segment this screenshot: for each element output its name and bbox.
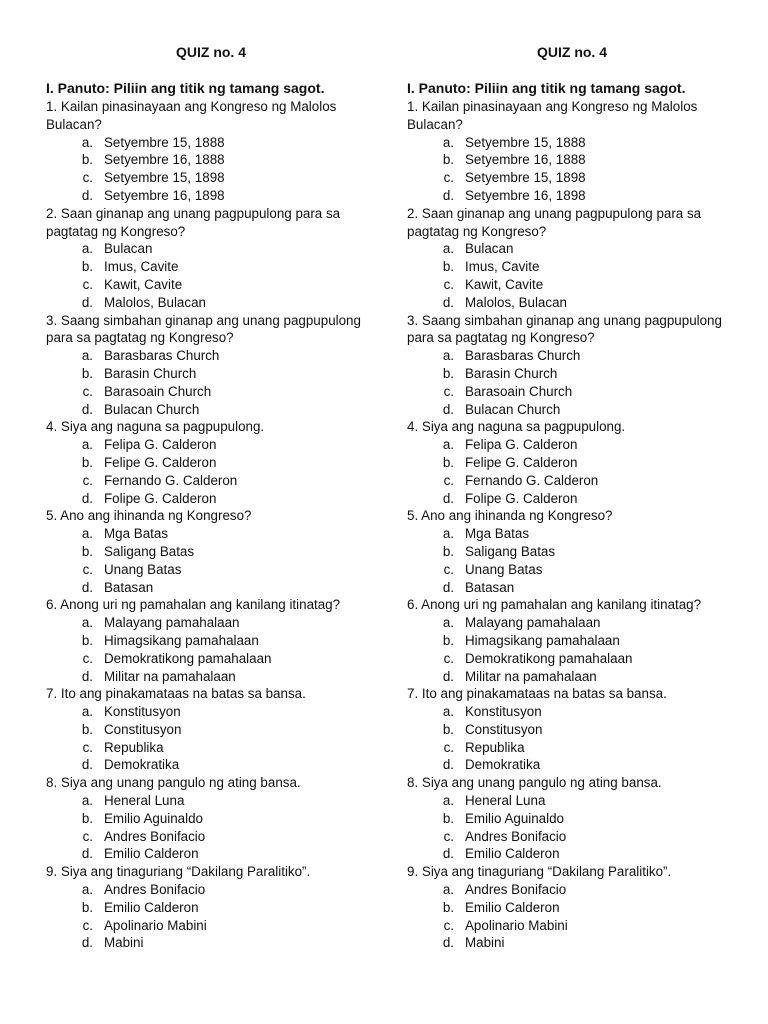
question-text: 1. Kailan pinasinayaan ang Kongreso ng Malolos Bulacan? (407, 99, 698, 132)
question-text: 7. Ito ang pinakamataas na batas sa bansa. (407, 686, 667, 702)
choice-letter: a. (442, 134, 454, 150)
choice-text: Republika (104, 739, 164, 755)
choice-text: Felipe G. Calderon (465, 454, 578, 470)
choice-letter: a. (442, 437, 454, 453)
quiz-column-right (407, 42, 737, 952)
question-block (46, 98, 376, 205)
choice-item (46, 347, 376, 365)
choice-item (46, 472, 376, 490)
choice-text: Apolinario Mabini (104, 917, 207, 933)
choice-letter: b. (81, 454, 93, 470)
choice-item (407, 276, 737, 294)
choice-item (407, 401, 737, 419)
choice-text: Andres Bonifacio (465, 882, 567, 898)
quiz-title: QUIZ no. 4 (537, 44, 607, 60)
choice-item (407, 543, 737, 561)
choice-letter: d. (442, 490, 454, 506)
choice-text: Setyembre 15, 1888 (104, 134, 225, 150)
choice-text: Demokratika (465, 757, 541, 773)
choice-item (46, 934, 376, 952)
choice-item (407, 258, 737, 276)
question-block (46, 685, 376, 774)
question-list (407, 98, 737, 952)
choice-letter: c. (82, 276, 93, 292)
choice-letter: a. (81, 882, 93, 898)
choice-letter: d. (442, 668, 454, 684)
choice-text: Himagsikang pamahalaan (104, 632, 259, 648)
choice-item (46, 917, 376, 935)
question-block (407, 312, 737, 419)
choice-letter: b. (81, 152, 93, 168)
choice-text: Himagsikang pamahalaan (465, 632, 620, 648)
question-block (46, 418, 376, 507)
choice-letter: d. (442, 401, 454, 417)
choice-text: Setyembre 15, 1888 (465, 134, 586, 150)
question-text: 2. Saan ginanap ang unang pagpupulong para sa pagtatag ng Kongreso? (46, 205, 341, 239)
choice-letter: b. (81, 543, 93, 559)
quiz-column-left (46, 42, 376, 952)
choice-letter: a. (442, 615, 454, 631)
question-block (407, 774, 737, 863)
choice-item (407, 934, 737, 952)
choice-list (46, 703, 376, 774)
choice-text: Andres Bonifacio (104, 882, 206, 898)
choice-text: Demokratikong pamahalaan (465, 650, 633, 666)
choice-letter: d. (442, 935, 454, 951)
choice-item (46, 401, 376, 419)
choice-text: Kawit, Cavite (104, 276, 183, 292)
choice-item (46, 899, 376, 917)
choice-item (407, 756, 737, 774)
choice-item (46, 187, 376, 205)
choice-letter: c. (82, 170, 93, 186)
question-block (46, 596, 376, 685)
question-text: 5. Ano ang ihinanda ng Kongreso? (407, 508, 613, 524)
choice-item (46, 151, 376, 169)
question-block (46, 312, 376, 419)
choice-letter: b. (442, 454, 454, 470)
choice-letter: c. (82, 650, 93, 666)
choice-item (407, 187, 737, 205)
choice-text: Mga Batas (104, 526, 169, 542)
choice-letter: c. (443, 170, 454, 186)
choice-letter: a. (442, 526, 454, 542)
choice-letter: d. (81, 757, 93, 773)
choice-text: Heneral Luna (465, 793, 546, 809)
question-text: 8. Siya ang unang pangulo ng ating bansa. (407, 775, 662, 791)
question-text: 2. Saan ginanap ang unang pagpupulong para sa pagtatag ng Kongreso? (407, 205, 702, 239)
choice-text: Felipa G. Calderon (465, 437, 578, 453)
choice-text: Unang Batas (465, 561, 543, 577)
choice-item (407, 134, 737, 152)
choice-list (407, 347, 737, 418)
choice-list (407, 703, 737, 774)
choice-text: Bulacan (465, 241, 514, 257)
choice-item (407, 294, 737, 312)
quiz-instructions: I. Panuto: Piliin ang titik ng tamang sagot. (46, 80, 325, 96)
choice-item (46, 614, 376, 632)
choice-text: Barasin Church (104, 365, 197, 381)
choice-text: Batasan (465, 579, 515, 595)
choice-letter: c. (443, 739, 454, 755)
choice-item (407, 454, 737, 472)
question-block (407, 507, 737, 596)
choice-text: Emilio Calderon (104, 846, 199, 862)
choice-text: Demokratika (104, 757, 180, 773)
choice-text: Felipe G. Calderon (104, 454, 217, 470)
choice-item (46, 632, 376, 650)
choice-letter: c. (443, 383, 454, 399)
question-text: 8. Siya ang unang pangulo ng ating bansa. (46, 775, 301, 791)
choice-text: Setyembre 16, 1888 (104, 152, 225, 168)
choice-letter: c. (443, 472, 454, 488)
choice-text: Demokratikong pamahalaan (104, 650, 272, 666)
choice-text: Militar na pamahalaan (104, 668, 236, 684)
question-text: 1. Kailan pinasinayaan ang Kongreso ng Malolos Bulacan? (46, 99, 337, 132)
choice-text: Imus, Cavite (104, 259, 179, 275)
choice-text: Folipe G. Calderon (465, 490, 578, 506)
question-text: 3. Saang simbahan ginanap ang unang pagpupulong para sa pagtatag ng Kongreso? (46, 312, 361, 346)
choice-letter: b. (442, 721, 454, 737)
choice-text: Andres Bonifacio (465, 828, 567, 844)
choice-list (407, 240, 737, 311)
choice-item (46, 739, 376, 757)
choice-letter: c. (443, 276, 454, 292)
choice-text: Apolinario Mabini (465, 917, 568, 933)
choice-item (46, 756, 376, 774)
choice-item (46, 240, 376, 258)
choice-text: Konstitusyon (104, 704, 181, 720)
question-text: 3. Saang simbahan ginanap ang unang pagpupulong para sa pagtatag ng Kongreso? (407, 312, 722, 346)
choice-item (46, 454, 376, 472)
choice-letter: b. (442, 899, 454, 915)
question-block (46, 507, 376, 596)
choice-text: Setyembre 16, 1888 (465, 152, 586, 168)
choice-text: Militar na pamahalaan (465, 668, 597, 684)
choice-item (407, 472, 737, 490)
choice-letter: d. (81, 401, 93, 417)
choice-text: Setyembre 16, 1898 (465, 187, 586, 203)
choice-letter: c. (82, 472, 93, 488)
choice-list (407, 436, 737, 507)
choice-letter: a. (442, 882, 454, 898)
choice-item (46, 436, 376, 454)
choice-item (407, 490, 737, 508)
choice-list (46, 347, 376, 418)
choice-letter: b. (442, 152, 454, 168)
choice-item (46, 169, 376, 187)
question-block (407, 596, 737, 685)
choice-letter: a. (81, 437, 93, 453)
choice-text: Constitusyon (465, 721, 543, 737)
question-block (407, 685, 737, 774)
choice-text: Emilio Calderon (104, 899, 199, 915)
choice-text: Emilio Aguinaldo (104, 810, 204, 826)
choice-text: Kawit, Cavite (465, 276, 544, 292)
choice-item (407, 240, 737, 258)
choice-item (46, 490, 376, 508)
choice-list (407, 525, 737, 596)
choice-letter: a. (442, 793, 454, 809)
choice-text: Mga Batas (465, 526, 530, 542)
choice-letter: c. (82, 739, 93, 755)
choice-letter: c. (443, 828, 454, 844)
choice-text: Barasoain Church (465, 383, 573, 399)
choice-letter: a. (81, 615, 93, 631)
choice-item (46, 650, 376, 668)
choice-letter: d. (442, 846, 454, 862)
choice-item (407, 347, 737, 365)
choice-list (407, 792, 737, 863)
choice-text: Folipe G. Calderon (104, 490, 217, 506)
choice-item (407, 739, 737, 757)
choice-text: Batasan (104, 579, 154, 595)
quiz-title: QUIZ no. 4 (176, 44, 246, 60)
choice-item (407, 668, 737, 686)
choice-item (407, 881, 737, 899)
choice-letter: d. (81, 490, 93, 506)
choice-letter: b. (81, 721, 93, 737)
choice-item (407, 792, 737, 810)
choice-text: Fernando G. Calderon (465, 472, 599, 488)
choice-letter: a. (81, 134, 93, 150)
choice-text: Felipa G. Calderon (104, 437, 217, 453)
choice-text: Setyembre 15, 1898 (104, 170, 225, 186)
choice-letter: b. (81, 365, 93, 381)
choice-letter: a. (442, 348, 454, 364)
choice-text: Saligang Batas (104, 543, 195, 559)
choice-item (46, 828, 376, 846)
choice-letter: d. (81, 668, 93, 684)
choice-letter: a. (81, 526, 93, 542)
choice-text: Barasoain Church (104, 383, 212, 399)
choice-item (407, 561, 737, 579)
question-block (407, 205, 737, 312)
choice-item (46, 845, 376, 863)
choice-letter: d. (81, 579, 93, 595)
choice-list (407, 881, 737, 952)
choice-list (46, 881, 376, 952)
choice-item (407, 632, 737, 650)
question-block (407, 863, 737, 952)
choice-text: Bulacan Church (465, 401, 561, 417)
choice-list (46, 614, 376, 685)
choice-letter: d. (81, 935, 93, 951)
choice-item (407, 169, 737, 187)
choice-item (407, 845, 737, 863)
choice-letter: c. (82, 828, 93, 844)
choice-letter: c. (82, 561, 93, 577)
choice-letter: a. (81, 348, 93, 364)
choice-letter: a. (442, 241, 454, 257)
choice-letter: d. (442, 579, 454, 595)
choice-item (407, 436, 737, 454)
choice-item (407, 917, 737, 935)
question-text: 7. Ito ang pinakamataas na batas sa bansa. (46, 686, 306, 702)
choice-letter: b. (81, 259, 93, 275)
choice-text: Konstitusyon (465, 704, 542, 720)
choice-text: Barasbaras Church (104, 348, 220, 364)
choice-text: Andres Bonifacio (104, 828, 206, 844)
question-text: 6. Anong uri ng pamahalan ang kanilang itinatag? (407, 597, 702, 613)
choice-item (407, 899, 737, 917)
choice-letter: b. (442, 259, 454, 275)
choice-item (407, 828, 737, 846)
choice-text: Unang Batas (104, 561, 182, 577)
question-text: 4. Siya ang naguna sa pagpupulong. (407, 419, 626, 435)
choice-text: Malayang pamahalaan (465, 615, 601, 631)
choice-list (46, 792, 376, 863)
choice-text: Fernando G. Calderon (104, 472, 238, 488)
choice-item (46, 703, 376, 721)
question-block (46, 863, 376, 952)
choice-text: Malolos, Bulacan (465, 294, 567, 310)
choice-list (407, 614, 737, 685)
choice-text: Emilio Calderon (465, 846, 560, 862)
choice-item (46, 543, 376, 561)
choice-letter: b. (81, 632, 93, 648)
choice-letter: d. (81, 846, 93, 862)
choice-item (46, 668, 376, 686)
choice-item (407, 579, 737, 597)
choice-item (46, 525, 376, 543)
choice-letter: a. (81, 793, 93, 809)
choice-text: Emilio Calderon (465, 899, 560, 915)
choice-text: Barasbaras Church (465, 348, 581, 364)
choice-text: Setyembre 15, 1898 (465, 170, 586, 186)
choice-letter: b. (442, 810, 454, 826)
choice-text: Constitusyon (104, 721, 182, 737)
choice-text: Barasin Church (465, 365, 558, 381)
choice-letter: a. (442, 704, 454, 720)
choice-item (407, 151, 737, 169)
choice-letter: a. (81, 241, 93, 257)
choice-item (46, 810, 376, 828)
choice-list (407, 134, 737, 205)
choice-letter: c. (82, 383, 93, 399)
choice-item (46, 258, 376, 276)
question-list (46, 98, 376, 952)
choice-text: Bulacan Church (104, 401, 200, 417)
choice-item (46, 294, 376, 312)
question-block (407, 98, 737, 205)
choice-item (46, 881, 376, 899)
choice-text: Imus, Cavite (465, 259, 540, 275)
choice-item (407, 614, 737, 632)
choice-item (46, 365, 376, 383)
choice-item (46, 561, 376, 579)
choice-letter: b. (81, 810, 93, 826)
question-text: 6. Anong uri ng pamahalan ang kanilang itinatag? (46, 597, 341, 613)
choice-text: Emilio Aguinaldo (465, 810, 565, 826)
question-block (46, 205, 376, 312)
choice-letter: b. (442, 543, 454, 559)
choice-text: Setyembre 16, 1898 (104, 187, 225, 203)
choice-item (46, 276, 376, 294)
choice-item (407, 810, 737, 828)
question-text: 4. Siya ang naguna sa pagpupulong. (46, 419, 265, 435)
choice-letter: a. (81, 704, 93, 720)
choice-item (407, 703, 737, 721)
choice-letter: d. (442, 757, 454, 773)
choice-text: Mabini (465, 935, 505, 951)
quiz-instructions: I. Panuto: Piliin ang titik ng tamang sagot. (407, 80, 686, 96)
choice-item (46, 792, 376, 810)
choice-text: Malayang pamahalaan (104, 615, 240, 631)
choice-list (46, 240, 376, 311)
choice-item (407, 383, 737, 401)
choice-letter: c. (443, 650, 454, 666)
choice-text: Malolos, Bulacan (104, 294, 206, 310)
choice-item (46, 134, 376, 152)
question-block (46, 774, 376, 863)
question-block (407, 418, 737, 507)
choice-text: Bulacan (104, 241, 153, 257)
choice-item (407, 525, 737, 543)
choice-text: Heneral Luna (104, 793, 185, 809)
question-text: 9. Siya ang tinaguriang “Dakilang Paralitiko”. (407, 864, 672, 880)
choice-text: Republika (465, 739, 525, 755)
choice-letter: d. (81, 187, 93, 203)
choice-letter: b. (442, 365, 454, 381)
choice-letter: c. (443, 917, 454, 933)
choice-letter: d. (442, 187, 454, 203)
choice-item (407, 365, 737, 383)
choice-list (46, 436, 376, 507)
choice-letter: b. (81, 899, 93, 915)
question-text: 5. Ano ang ihinanda ng Kongreso? (46, 508, 252, 524)
choice-letter: b. (442, 632, 454, 648)
choice-item (407, 721, 737, 739)
choice-list (46, 525, 376, 596)
choice-text: Saligang Batas (465, 543, 556, 559)
choice-item (407, 650, 737, 668)
choice-item (46, 383, 376, 401)
question-text: 9. Siya ang tinaguriang “Dakilang Paralitiko”. (46, 864, 311, 880)
choice-item (46, 579, 376, 597)
choice-letter: c. (82, 917, 93, 933)
choice-letter: d. (81, 294, 93, 310)
choice-list (46, 134, 376, 205)
choice-letter: d. (442, 294, 454, 310)
choice-text: Mabini (104, 935, 144, 951)
choice-item (46, 721, 376, 739)
choice-letter: c. (443, 561, 454, 577)
